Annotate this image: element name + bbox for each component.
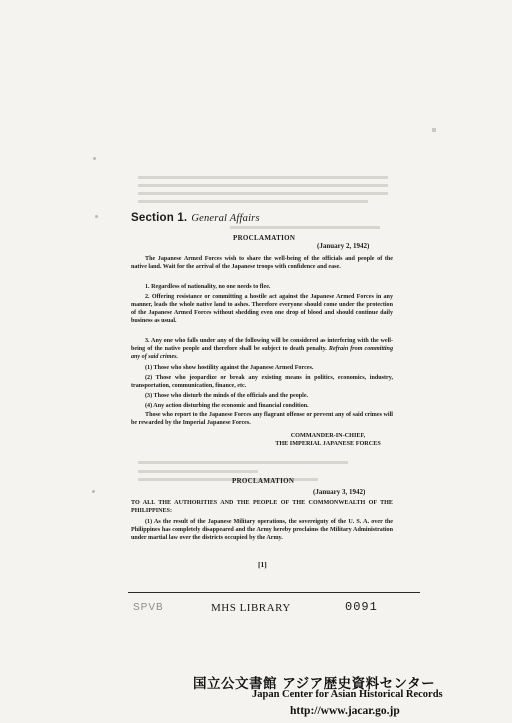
faded-stamp: SPVB bbox=[133, 602, 164, 613]
show-through bbox=[230, 226, 380, 229]
binder-hole bbox=[92, 490, 95, 493]
show-through bbox=[138, 176, 388, 179]
signature-office: THE IMPERIAL JAPANESE FORCES bbox=[275, 440, 381, 447]
jacar-watermark-jp: 国立公文書館 アジア歴史資料センター bbox=[193, 676, 436, 692]
crime-item-2: (2) Those who jeopardize or break any existing means in politics, economics, industry, transportation, communication, finance, etc. bbox=[131, 375, 393, 389]
proclamation-date: (January 2, 1942) bbox=[317, 242, 370, 250]
proclamation-address: TO ALL THE AUTHORITIES AND THE PEOPLE OF THE COMMONWEALTH OF THE PHILIPPINES: bbox=[131, 500, 393, 514]
show-through bbox=[138, 470, 258, 473]
signature-title: COMMANDER-IN-CHIEF, bbox=[290, 432, 366, 439]
proclamation-intro: The Japanese Armed Forces wish to share the well-being of the officials and people of the native land. Wait for the arrival of the Japanese troops with confidence and ease. bbox=[131, 256, 393, 270]
show-through bbox=[138, 184, 388, 187]
point-3-emphasis: Refrain from committing any of said crimes. bbox=[131, 346, 393, 360]
section-title bbox=[131, 212, 260, 224]
proclamation-2-point-1: (1) As the result of the Japanese Military operations, the sovereignty of the U. S. A. over the Philippines has completely disappeared and the Army hereby proclaims the Military Administration under martial law over the districts occupied by the Army. bbox=[131, 519, 393, 541]
page-number: [1] bbox=[258, 560, 267, 569]
proclamation-heading: PROCLAMATION bbox=[232, 477, 295, 485]
reward-paragraph: Those who report to the Japanese Forces any flagrant offense or prevent any of said crimes will be rewarded by the Imperial Japanese Forces. bbox=[131, 412, 393, 426]
jacar-watermark-url: http://www.jacar.go.jp bbox=[290, 705, 400, 717]
binder-hole bbox=[95, 215, 98, 218]
binder-hole bbox=[93, 157, 96, 160]
signature-block bbox=[253, 432, 403, 448]
folio-number: 0091 bbox=[345, 600, 378, 614]
show-through bbox=[138, 200, 368, 203]
section-name: General Affairs bbox=[191, 213, 260, 224]
jacar-watermark-en: Japan Center for Asian Historical Records bbox=[252, 689, 443, 700]
crime-item-1: (1) Those who show hostility against the Japanese Armed Forces. bbox=[145, 365, 314, 371]
section-label: Section 1. bbox=[131, 212, 188, 224]
crime-item-3: (3) Those who disturb the minds of the officials and the people. bbox=[145, 393, 309, 399]
crime-item-4: (4) Any action disturbing the economic and financial condition. bbox=[145, 403, 309, 409]
footer-rule bbox=[128, 592, 420, 593]
proclamation-date: (January 3, 1942) bbox=[313, 488, 366, 496]
scan-speck bbox=[432, 128, 436, 132]
proclamation-point-1: 1. Regardless of nationality, no one needs to flee. bbox=[145, 284, 271, 290]
library-stamp: MHS LIBRARY bbox=[211, 602, 291, 614]
point-3-text: 3. Any one who falls under any of the following will be considered as interfering with the well-being of the native people and therefore shall be subject to death penalty. bbox=[131, 338, 393, 352]
proclamation-point-3 bbox=[131, 337, 393, 361]
show-through bbox=[138, 192, 388, 195]
proclamation-point-2: 2. Offering resistance or committing a hostile act against the Japanese Armed Forces in any manner, leads the whole native land to ashes. Therefore everyone should come under the protection of the Japanese Armed Forces without shedding even one drop of blood and should continue daily business as usual. bbox=[131, 294, 393, 324]
show-through bbox=[138, 461, 348, 464]
proclamation-heading: PROCLAMATION bbox=[233, 234, 296, 242]
